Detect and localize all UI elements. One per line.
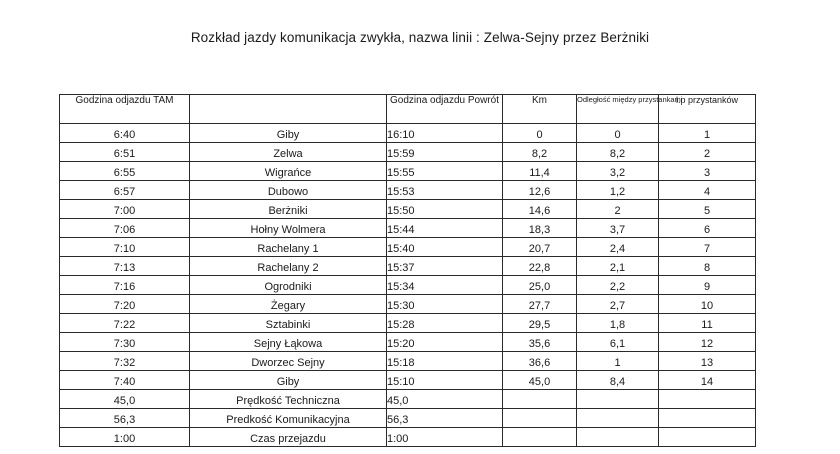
departure-tam-cell: 7:06 — [60, 219, 190, 238]
empty-cell — [503, 428, 577, 447]
distance-cell: 3,2 — [577, 162, 659, 181]
departure-return-cell: 15:50 — [387, 200, 503, 219]
summary-value-return: 45,0 — [387, 390, 503, 409]
departure-return-cell: 16:10 — [387, 124, 503, 143]
km-cell: 20,7 — [503, 238, 577, 257]
km-cell: 29,5 — [503, 314, 577, 333]
departure-return-cell: 15:59 — [387, 143, 503, 162]
stop-number-cell: 7 — [659, 238, 756, 257]
departure-tam-cell: 7:20 — [60, 295, 190, 314]
stop-name-cell: Sztabinki — [190, 314, 387, 333]
km-cell: 8,2 — [503, 143, 577, 162]
departure-return-cell: 15:30 — [387, 295, 503, 314]
stop-name-cell: Ogrodniki — [190, 276, 387, 295]
empty-cell — [659, 409, 756, 428]
header-stop-name — [190, 95, 387, 124]
header-km: Km — [503, 95, 577, 124]
departure-tam-cell: 6:51 — [60, 143, 190, 162]
empty-cell — [503, 390, 577, 409]
departure-tam-cell: 7:32 — [60, 352, 190, 371]
summary-label: Prędkość Techniczna — [190, 390, 387, 409]
km-cell: 0 — [503, 124, 577, 143]
stop-name-cell: Berżniki — [190, 200, 387, 219]
table-row — [60, 295, 756, 314]
table-row — [60, 333, 756, 352]
stop-number-cell: 5 — [659, 200, 756, 219]
stop-number-cell: 8 — [659, 257, 756, 276]
stop-number-cell: 12 — [659, 333, 756, 352]
km-cell: 35,6 — [503, 333, 577, 352]
departure-return-cell: 15:40 — [387, 238, 503, 257]
document-title: Rozkład jazdy komunikacja zwykła, nazwa linii : Zelwa-Sejny przez Berżniki — [190, 30, 650, 45]
stop-number-cell: 11 — [659, 314, 756, 333]
summary-row — [60, 390, 756, 409]
distance-cell: 2,7 — [577, 295, 659, 314]
empty-cell — [577, 428, 659, 447]
distance-cell: 6,1 — [577, 333, 659, 352]
empty-cell — [659, 390, 756, 409]
stop-number-cell: 3 — [659, 162, 756, 181]
header-departure-tam: Godzina odjazdu TAM — [60, 95, 190, 124]
departure-tam-cell: 7:30 — [60, 333, 190, 352]
distance-cell: 3,7 — [577, 219, 659, 238]
summary-value-tam: 56,3 — [60, 409, 190, 428]
departure-return-cell: 15:18 — [387, 352, 503, 371]
km-cell: 22,8 — [503, 257, 577, 276]
km-cell: 18,3 — [503, 219, 577, 238]
summary-label: Predkość Komunikacyjna — [190, 409, 387, 428]
departure-tam-cell: 6:57 — [60, 181, 190, 200]
stop-number-cell: 13 — [659, 352, 756, 371]
stop-number-cell: 2 — [659, 143, 756, 162]
summary-value-return: 56,3 — [387, 409, 503, 428]
header-distance-between-stops: Odległość między przystankami — [577, 95, 659, 124]
summary-row — [60, 428, 756, 447]
empty-cell — [577, 390, 659, 409]
header-stop-number: l.p przystanków — [659, 95, 756, 124]
table-row — [60, 200, 756, 219]
departure-tam-cell: 6:40 — [60, 124, 190, 143]
distance-cell: 2,2 — [577, 276, 659, 295]
stop-name-cell: Hołny Wolmera — [190, 219, 387, 238]
summary-value-tam: 45,0 — [60, 390, 190, 409]
distance-cell: 2,1 — [577, 257, 659, 276]
timetable — [59, 94, 756, 447]
empty-cell — [577, 409, 659, 428]
stop-name-cell: Rachelany 2 — [190, 257, 387, 276]
km-cell: 14,6 — [503, 200, 577, 219]
km-cell: 27,7 — [503, 295, 577, 314]
stop-name-cell: Żegary — [190, 295, 387, 314]
table-row — [60, 162, 756, 181]
table-row — [60, 257, 756, 276]
stop-name-cell: Giby — [190, 371, 387, 390]
departure-return-cell: 15:44 — [387, 219, 503, 238]
stop-name-cell: Rachelany 1 — [190, 238, 387, 257]
header-departure-return: Godzina odjazdu Powrót — [387, 95, 503, 124]
distance-cell: 2 — [577, 200, 659, 219]
stop-name-cell: Dubowo — [190, 181, 387, 200]
stop-number-cell: 4 — [659, 181, 756, 200]
departure-return-cell: 15:37 — [387, 257, 503, 276]
distance-cell: 8,4 — [577, 371, 659, 390]
empty-cell — [659, 428, 756, 447]
stop-number-cell: 1 — [659, 124, 756, 143]
summary-label: Czas przejazdu — [190, 428, 387, 447]
stop-name-cell: Giby — [190, 124, 387, 143]
distance-cell: 1,8 — [577, 314, 659, 333]
stop-number-cell: 14 — [659, 371, 756, 390]
departure-tam-cell: 7:40 — [60, 371, 190, 390]
summary-value-return: 1:00 — [387, 428, 503, 447]
departure-tam-cell: 6:55 — [60, 162, 190, 181]
table-row — [60, 181, 756, 200]
distance-cell: 1 — [577, 352, 659, 371]
km-cell: 25,0 — [503, 276, 577, 295]
departure-return-cell: 15:28 — [387, 314, 503, 333]
departure-tam-cell: 7:10 — [60, 238, 190, 257]
departure-return-cell: 15:34 — [387, 276, 503, 295]
table-row — [60, 219, 756, 238]
departure-tam-cell: 7:16 — [60, 276, 190, 295]
distance-cell: 1,2 — [577, 181, 659, 200]
departure-return-cell: 15:53 — [387, 181, 503, 200]
stop-name-cell: Sejny Łąkowa — [190, 333, 387, 352]
table-row — [60, 276, 756, 295]
departure-tam-cell: 7:22 — [60, 314, 190, 333]
table-row — [60, 238, 756, 257]
header-row — [60, 95, 756, 124]
km-cell: 11,4 — [503, 162, 577, 181]
stop-name-cell: Zelwa — [190, 143, 387, 162]
table-row — [60, 352, 756, 371]
distance-cell: 2,4 — [577, 238, 659, 257]
table-row — [60, 124, 756, 143]
stop-number-cell: 9 — [659, 276, 756, 295]
km-cell: 12,6 — [503, 181, 577, 200]
empty-cell — [503, 409, 577, 428]
departure-tam-cell: 7:00 — [60, 200, 190, 219]
distance-cell: 8,2 — [577, 143, 659, 162]
summary-row — [60, 409, 756, 428]
table-row — [60, 371, 756, 390]
departure-return-cell: 15:20 — [387, 333, 503, 352]
distance-cell: 0 — [577, 124, 659, 143]
summary-value-tam: 1:00 — [60, 428, 190, 447]
departure-return-cell: 15:55 — [387, 162, 503, 181]
stop-name-cell: Wigrańce — [190, 162, 387, 181]
stop-number-cell: 10 — [659, 295, 756, 314]
km-cell: 36,6 — [503, 352, 577, 371]
km-cell: 45,0 — [503, 371, 577, 390]
departure-return-cell: 15:10 — [387, 371, 503, 390]
stop-number-cell: 6 — [659, 219, 756, 238]
departure-tam-cell: 7:13 — [60, 257, 190, 276]
table-row — [60, 143, 756, 162]
table-row — [60, 314, 756, 333]
stop-name-cell: Dworzec Sejny — [190, 352, 387, 371]
